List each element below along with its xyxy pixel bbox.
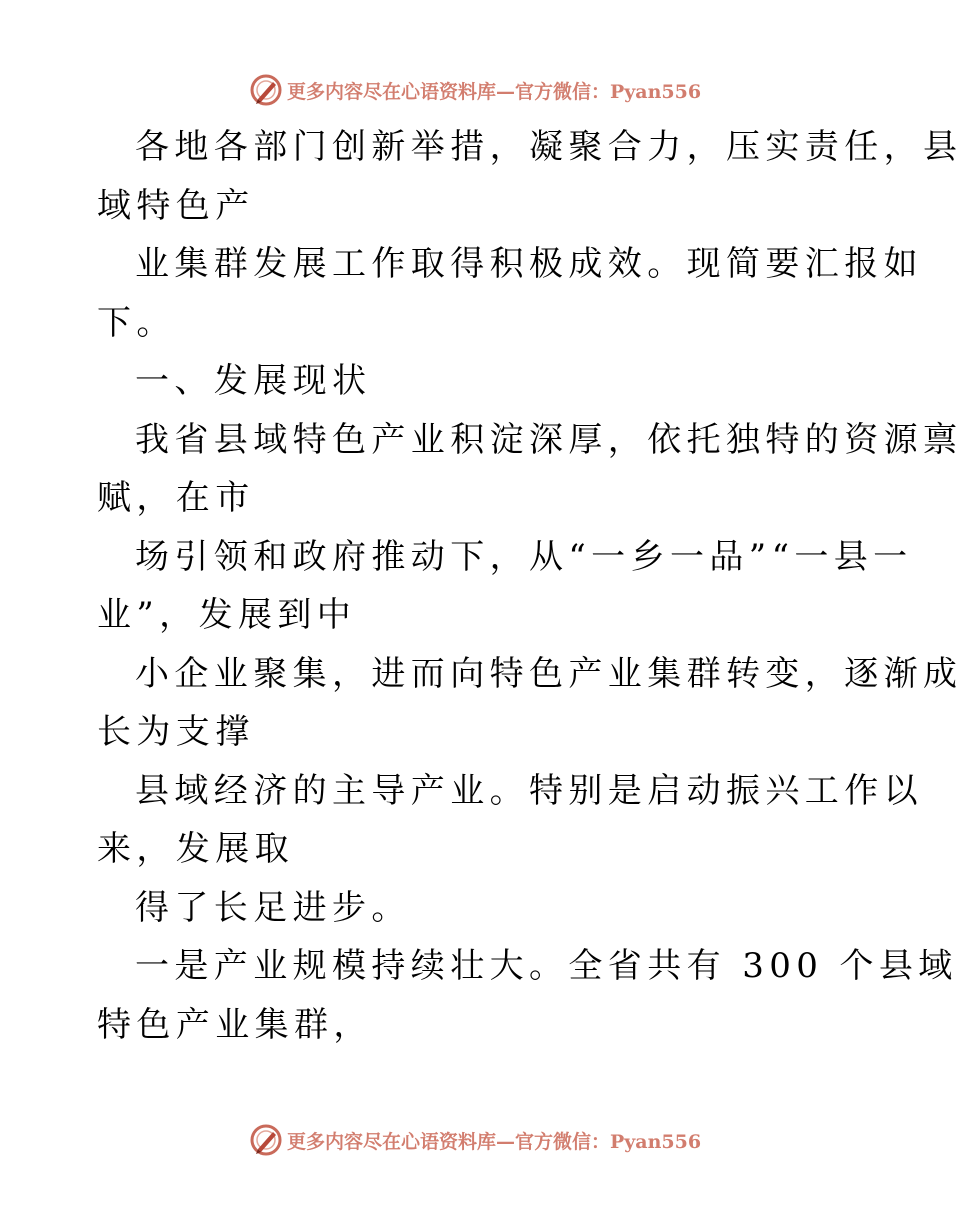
text-line: 各地各部门创新举措，凝聚合力，压实责任，县 xyxy=(135,127,962,167)
text-line: 得了长足进步。 xyxy=(135,887,411,928)
text-line: 我省县域特色产业积淀深厚，依托独特的资源禀 xyxy=(135,419,962,460)
document-body xyxy=(97,118,962,1054)
watermark-text: 更多内容尽在心语资料库—官方微信：Pyan556 xyxy=(286,80,702,103)
text-line: 来，发展取 xyxy=(97,829,294,869)
footer-watermark xyxy=(0,1120,950,1160)
text-line: 域特色产 xyxy=(97,185,255,226)
text-line: 一、发展现状 xyxy=(135,361,372,401)
pen-logo-icon xyxy=(249,1123,283,1157)
text-line: 特色产业集群， xyxy=(97,1004,373,1045)
text-line: 一是产业规模持续壮大。全省共有 300 个县域 xyxy=(135,946,958,986)
text-line: 下。 xyxy=(97,302,176,343)
text-line: 业集群发展工作取得积极成效。现简要汇报如 xyxy=(135,244,923,284)
text-line: 赋，在市 xyxy=(97,478,255,518)
text-line: 长为支撑 xyxy=(97,712,255,752)
header-watermark xyxy=(0,70,950,110)
text-line: 场引领和政府推动下，从“一乡一品”“一县一 xyxy=(135,536,913,577)
text-line: 县域经济的主导产业。特别是启动振兴工作以 xyxy=(135,770,923,811)
text-line: 业”，发展到中 xyxy=(97,595,357,635)
pen-logo-icon xyxy=(249,73,283,107)
text-line: 小企业聚集，进而向特色产业集群转变，逐渐成 xyxy=(135,653,962,694)
watermark-text: 更多内容尽在心语资料库—官方微信：Pyan556 xyxy=(286,1130,702,1153)
